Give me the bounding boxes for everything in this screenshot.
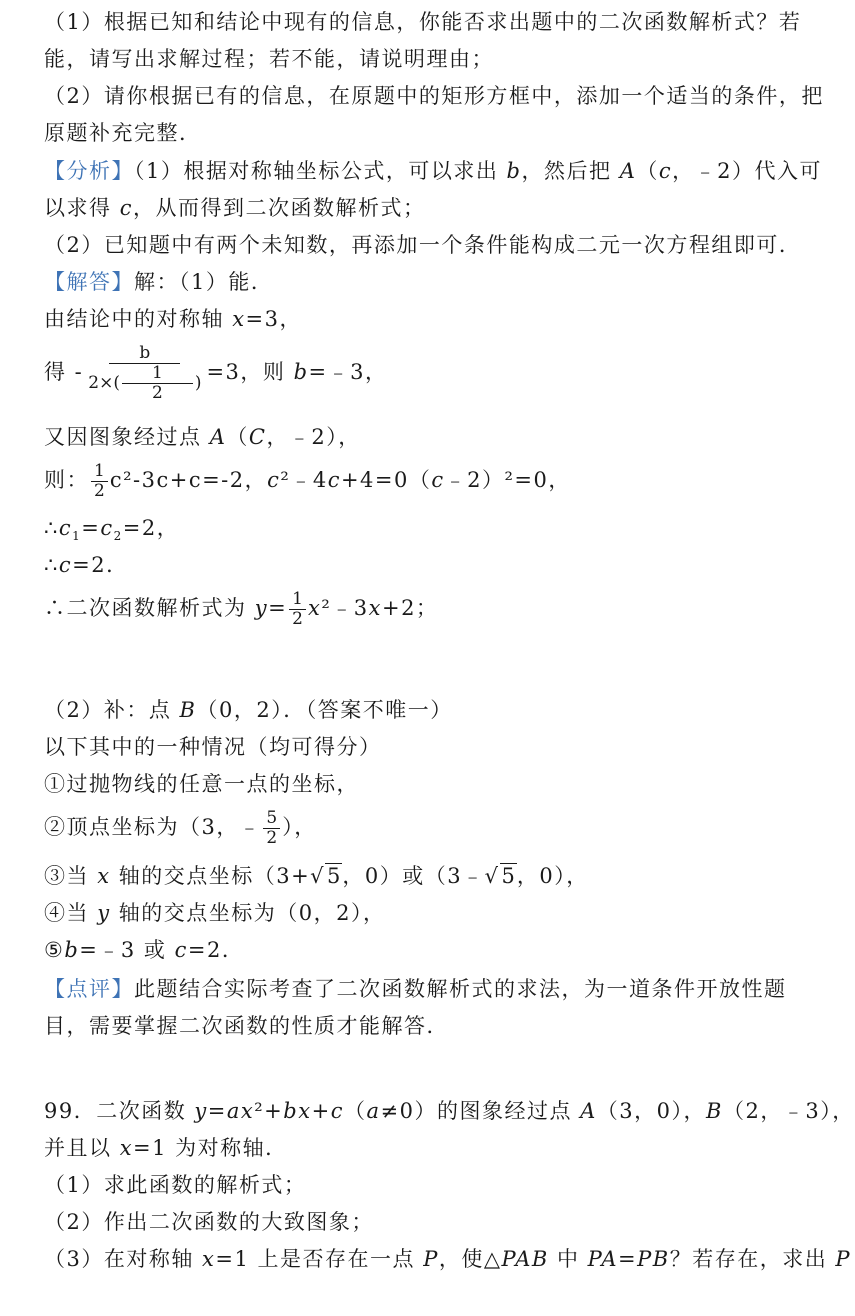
text: =2． xyxy=(187,938,245,962)
text: （3）在对称轴 xyxy=(44,1247,203,1271)
text: + xyxy=(311,1099,331,1123)
fraction-denominator: 2 xyxy=(151,383,163,403)
fraction-numerator: 1 xyxy=(289,590,306,610)
var-b: b xyxy=(506,159,522,183)
var-x: x xyxy=(240,1099,255,1123)
text: ≠0）的图象经过点 xyxy=(380,1099,581,1123)
q99-line2 xyxy=(44,1134,817,1162)
text: ？若存在，求出 xyxy=(669,1247,836,1271)
answer-part2-line6 xyxy=(44,899,817,927)
text: （3，0）， xyxy=(596,1099,707,1123)
q99-line4 xyxy=(44,1208,817,1236)
text: =3， xyxy=(245,307,302,331)
sqrt-radicand: 5 xyxy=(327,864,341,888)
text: c²-3c+c=-2， xyxy=(109,468,268,492)
analysis-line1 xyxy=(44,157,822,185)
text: = xyxy=(618,1247,638,1271)
var-y: y xyxy=(97,901,111,925)
fraction-half xyxy=(289,590,306,629)
var-x: x xyxy=(308,596,322,620)
analysis-line3 xyxy=(44,231,817,259)
q99-line3 xyxy=(44,1171,817,1199)
var-PA: PA xyxy=(587,1247,619,1271)
fraction-denominator: 2 xyxy=(292,609,303,629)
fraction-half xyxy=(91,462,108,501)
answer-line4 xyxy=(44,423,817,451)
text: ²+ xyxy=(254,1099,284,1123)
text: = xyxy=(207,1099,227,1123)
text: 轴的交点坐标为（0，2）， xyxy=(110,901,386,925)
var-x: x xyxy=(368,596,382,620)
text: =2， xyxy=(122,516,180,540)
var-a: a xyxy=(366,1099,381,1123)
var-B: B xyxy=(179,698,197,722)
var-C: C xyxy=(248,425,267,449)
fraction-numerator: 5 xyxy=(263,809,280,829)
text: （0，2）．（答案不唯一） xyxy=(196,698,453,722)
var-c: c xyxy=(174,938,188,962)
fraction-five-halves xyxy=(263,809,280,848)
q99-line5 xyxy=(44,1245,852,1273)
text: =1 为对称轴． xyxy=(133,1136,288,1160)
text: 原题补充完整． xyxy=(44,121,202,145)
text: 2×( xyxy=(88,373,120,393)
var-PB: PB xyxy=(637,1247,670,1271)
text: ⑤ xyxy=(44,938,65,962)
text: （2）作出二次函数的大致图象； xyxy=(44,1210,374,1234)
text: ，﹣2）代入可 xyxy=(672,159,822,183)
fraction-denominator: 2 xyxy=(94,481,105,501)
q98-part2-line1 xyxy=(44,82,824,110)
text: 99．二次函数 xyxy=(44,1099,195,1123)
text: =2． xyxy=(72,553,129,577)
var-c: c xyxy=(327,468,341,492)
text: ∴ xyxy=(44,553,59,577)
text: （2，﹣3）， xyxy=(722,1099,855,1123)
text: ①过抛物线的任意一点的坐标， xyxy=(44,772,359,796)
var-b: b xyxy=(293,360,309,384)
text: = xyxy=(81,516,101,540)
text: 又因图象经过点 xyxy=(44,425,210,449)
analysis-tag: 【分析】 xyxy=(44,159,134,183)
var-x: x xyxy=(202,1247,216,1271)
text: ，然后把 xyxy=(521,159,620,183)
text: 以求得 xyxy=(44,196,120,220)
text: （ xyxy=(226,425,249,449)
text: 轴的交点坐标（3+√ xyxy=(110,864,326,888)
var-c: c xyxy=(330,1099,344,1123)
var-y: y xyxy=(254,596,269,620)
answer-line6 xyxy=(44,514,817,550)
fraction-numerator: b xyxy=(109,344,180,364)
text: （1）根据已知和结论中现有的信息，你能否求出题中的二次函数解析式？若 xyxy=(44,10,802,34)
text: 解：（1）能． xyxy=(134,270,274,294)
text: =﹣3 或 xyxy=(79,938,175,962)
var-a: a xyxy=(226,1099,241,1123)
var-y: y xyxy=(194,1099,208,1123)
text: ，﹣2）， xyxy=(266,425,361,449)
var-A: A xyxy=(580,1099,597,1123)
answer-part2-line2 xyxy=(44,733,817,761)
comment-line1 xyxy=(44,975,817,1003)
text: （1）根据对称轴坐标公式，可以求出 xyxy=(134,159,507,183)
q98-part1-line1 xyxy=(44,8,817,36)
var-b: b xyxy=(64,938,80,962)
text: ）， xyxy=(282,815,317,839)
answer-part2-line4 xyxy=(44,805,817,849)
text: （2）请你根据已有的信息，在原题中的矩形方框中，添加一个适当的条件，把 xyxy=(44,84,824,108)
text: 并且以 xyxy=(44,1136,120,1160)
var-b: b xyxy=(283,1099,299,1123)
var-c: c xyxy=(431,468,445,492)
text: ) xyxy=(194,373,202,393)
fraction-half xyxy=(122,364,193,403)
text: = xyxy=(268,596,288,620)
var-x: x xyxy=(97,864,111,888)
answer-line8 xyxy=(44,586,817,630)
analysis-line2 xyxy=(44,194,817,222)
text: ∴ xyxy=(44,516,59,540)
var-A: A xyxy=(619,159,637,183)
subscript: 2 xyxy=(113,529,123,544)
text: ∴二次函数解析式为 xyxy=(44,596,255,620)
answer-part2-line1 xyxy=(44,696,817,724)
q98-part2-line2 xyxy=(44,119,817,147)
text: ，0）或（3﹣√ xyxy=(342,864,500,888)
text: 以下其中的一种情况（均可得分） xyxy=(44,735,382,759)
answer-line3 xyxy=(44,344,817,403)
sqrt-radicand: 5 xyxy=(501,864,515,888)
text: ²﹣4 xyxy=(280,468,328,492)
var-P: P xyxy=(835,1247,852,1271)
text: 此题结合实际考查了二次函数解析式的求法，为一道条件开放性题 xyxy=(134,977,787,1001)
text: ²﹣3 xyxy=(321,596,369,620)
var-x: x xyxy=(232,307,246,331)
text: 则： xyxy=(44,468,89,492)
var-x: x xyxy=(298,1099,312,1123)
text: （ xyxy=(343,1099,367,1123)
var-c: c xyxy=(58,516,73,540)
var-c: c xyxy=(658,159,673,183)
var-P: P xyxy=(423,1247,439,1271)
text: =1 上是否存在一点 xyxy=(215,1247,424,1271)
answer-line2 xyxy=(44,305,817,333)
text: 由结论中的对称轴 xyxy=(44,307,233,331)
q98-part1-line2 xyxy=(44,45,817,73)
text: ，从而得到二次函数解析式； xyxy=(132,196,426,220)
answer-line1 xyxy=(44,268,817,296)
answer-line5 xyxy=(44,458,817,502)
text: （2）已知题中有两个未知数，再添加一个条件能构成二元一次方程组即可． xyxy=(44,233,802,257)
text: （2）补：点 xyxy=(44,698,180,722)
q99-line1 xyxy=(44,1097,855,1125)
text: 中 xyxy=(548,1247,588,1271)
text: 目，需要掌握二次函数的性质才能解答． xyxy=(44,1014,449,1038)
answer-part2-line5 xyxy=(44,862,817,890)
text: =3，则 xyxy=(206,360,294,384)
text: 能，请写出求解过程；若不能，请说明理由； xyxy=(44,47,494,71)
fraction-b-over-2-half xyxy=(85,344,204,403)
answer-part2-line3 xyxy=(44,770,817,798)
text: =﹣3， xyxy=(308,360,388,384)
answer-line7 xyxy=(44,551,817,579)
text: ，使△ xyxy=(438,1247,502,1271)
text: （1）求此函数的解析式； xyxy=(44,1173,307,1197)
var-c: c xyxy=(58,553,73,577)
var-B: B xyxy=(706,1099,723,1123)
text: +2； xyxy=(381,596,439,620)
text: ②顶点坐标为（3，﹣ xyxy=(44,815,262,839)
answer-tag: 【解答】 xyxy=(44,270,134,294)
text: ﹣2）²=0， xyxy=(444,468,571,492)
text: （ xyxy=(636,159,659,183)
fraction-numerator: 1 xyxy=(91,462,108,482)
text: 得 - xyxy=(44,360,84,384)
var-x: x xyxy=(119,1136,134,1160)
var-PAB: PAB xyxy=(501,1247,549,1271)
var-c: c xyxy=(119,196,133,220)
answer-part2-line7 xyxy=(44,936,817,964)
var-A: A xyxy=(209,425,227,449)
text: ③当 xyxy=(44,864,98,888)
comment-line2 xyxy=(44,1012,817,1040)
subscript: 1 xyxy=(72,529,82,544)
fraction-denominator: 2 xyxy=(266,828,278,848)
fraction-numerator: 1 xyxy=(122,364,193,384)
var-c: c xyxy=(100,516,114,540)
text: ④当 xyxy=(44,901,98,925)
fraction-denominator xyxy=(85,364,204,403)
comment-tag: 【点评】 xyxy=(44,977,134,1001)
text: +4=0（ xyxy=(340,468,432,492)
text: ，0）， xyxy=(516,864,589,888)
var-c: c xyxy=(267,468,281,492)
